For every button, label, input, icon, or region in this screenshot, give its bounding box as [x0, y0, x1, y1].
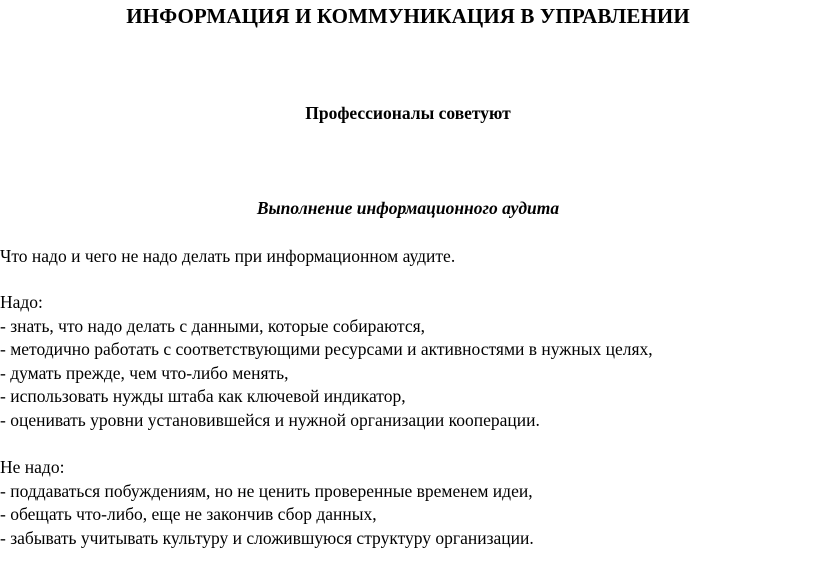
- do-list: [0, 291, 816, 432]
- dont-heading: Не надо:: [0, 457, 65, 477]
- dont-item: - поддаваться побуждениям, но не ценить проверенные временем идеи,: [0, 480, 533, 501]
- intro-paragraph: Что надо и чего не надо делать при информационном аудите.: [0, 246, 456, 266]
- do-item: - думать прежде, чем что-либо менять,: [0, 362, 289, 383]
- dont-item: - обещать что-либо, еще не закончив сбор данных,: [0, 504, 377, 524]
- section-title: Выполнение информационного аудита: [256, 198, 560, 218]
- do-item: - методично работать с соответствующими ресурсами и активностями в нужных целях,: [0, 339, 653, 359]
- do-item: - знать, что надо делать с данными, которые собираются,: [0, 315, 426, 336]
- dont-item: - забывать учитывать культуру и сложившуюся структуру организации.: [0, 527, 534, 548]
- main-title: ИНФОРМАЦИЯ И КОММУНИКАЦИЯ В УПРАВЛЕНИИ: [126, 4, 690, 28]
- do-heading: Надо:: [0, 292, 43, 312]
- do-item: - оценивать уровни установившейся и нужной организации кооперации.: [0, 409, 540, 430]
- subtitle: Профессионалы советуют: [305, 103, 511, 123]
- do-item: - использовать нужды штаба как ключевой индикатор,: [0, 386, 406, 406]
- dont-list: [0, 456, 816, 550]
